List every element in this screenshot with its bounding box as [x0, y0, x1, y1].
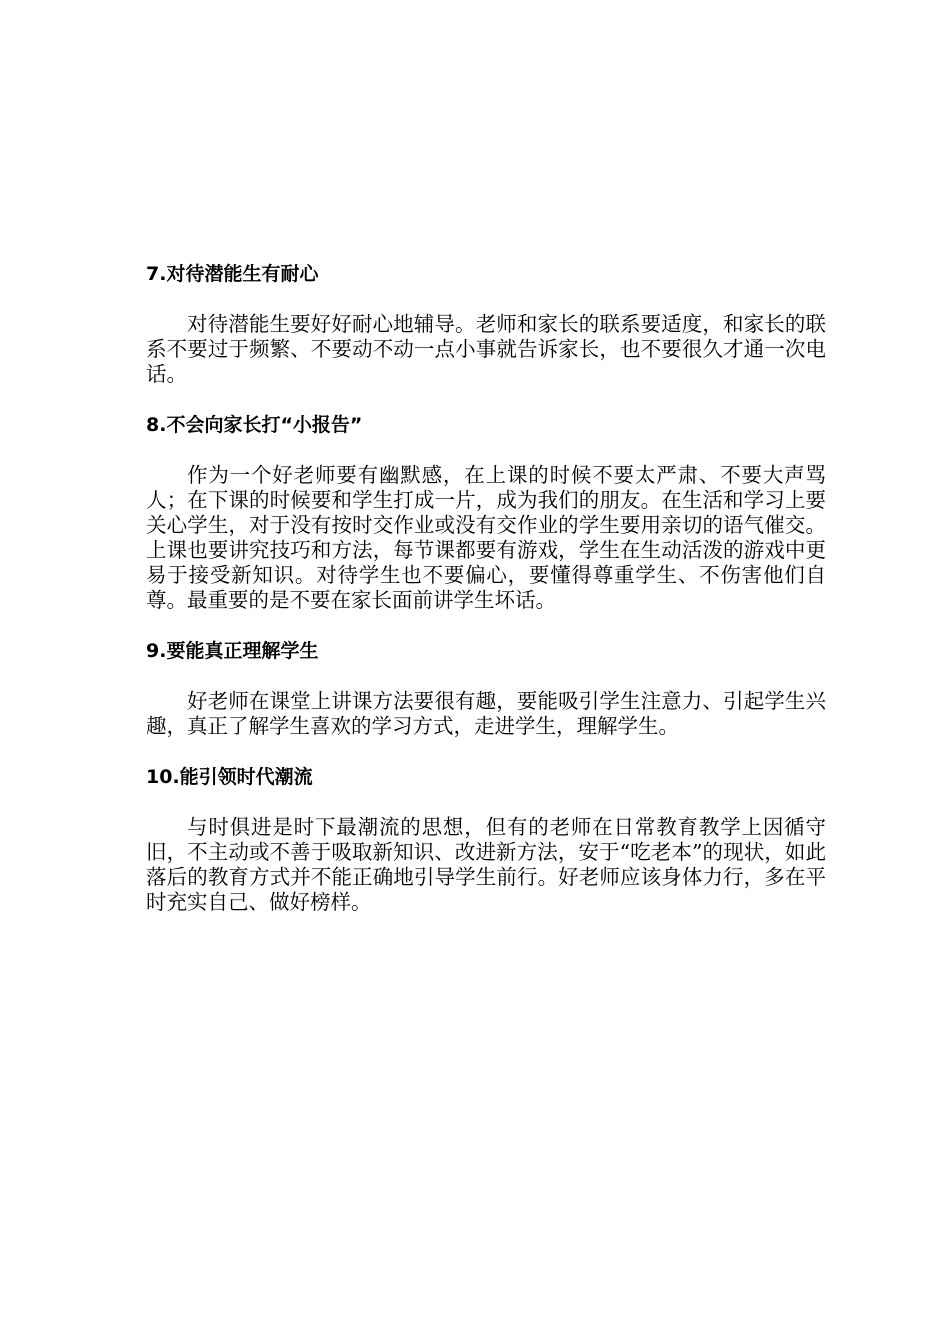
section-body-8: 作为一个好老师要有幽默感，在上课的时候不要太严肃、不要大声骂人；在下课的时候要和学生打成一片，成为我们的朋友。在生活和学习上要关心学生，对于没有按时交作业或没有交作业的学生要用亲切的语气催交。上课也要讲究技巧和方法，每节课都要有游戏，学生在生动活泼的游戏中更易于接受新知识。对待学生也不要偏心，要懂得尊重学生、不伤害他们自尊。最重要的是不要在家长面前讲学生坏话。: [146, 463, 826, 612]
section-heading-10: 10.能引领时代潮流: [146, 766, 313, 788]
section-body-9: 好老师在课堂上讲课方法要很有趣，要能吸引学生注意力、引起学生兴趣，真正了解学生喜欢的学习方式，走进学生，理解学生。: [146, 689, 826, 738]
document-page: [146, 262, 826, 915]
section-heading-8: 8.不会向家长打“小报告”: [146, 414, 363, 436]
section-heading-9: 9.要能真正理解学生: [146, 640, 319, 662]
section-body-10: 与时俱进是时下最潮流的思想，但有的老师在日常教育教学上因循守旧，不主动或不善于吸取新知识、改进新方法，安于“吃老本”的现状，如此落后的教育方式并不能正确地引导学生前行。好老师应该身体力行，多在平时充实自己、做好榜样。: [146, 815, 826, 914]
section-body-7: 对待潜能生要好好耐心地辅导。老师和家长的联系要适度，和家长的联系不要过于频繁、不要动不动一点小事就告诉家长，也不要很久才通一次电话。: [146, 312, 826, 386]
section-heading-7: 7.对待潜能生有耐心: [146, 263, 319, 285]
